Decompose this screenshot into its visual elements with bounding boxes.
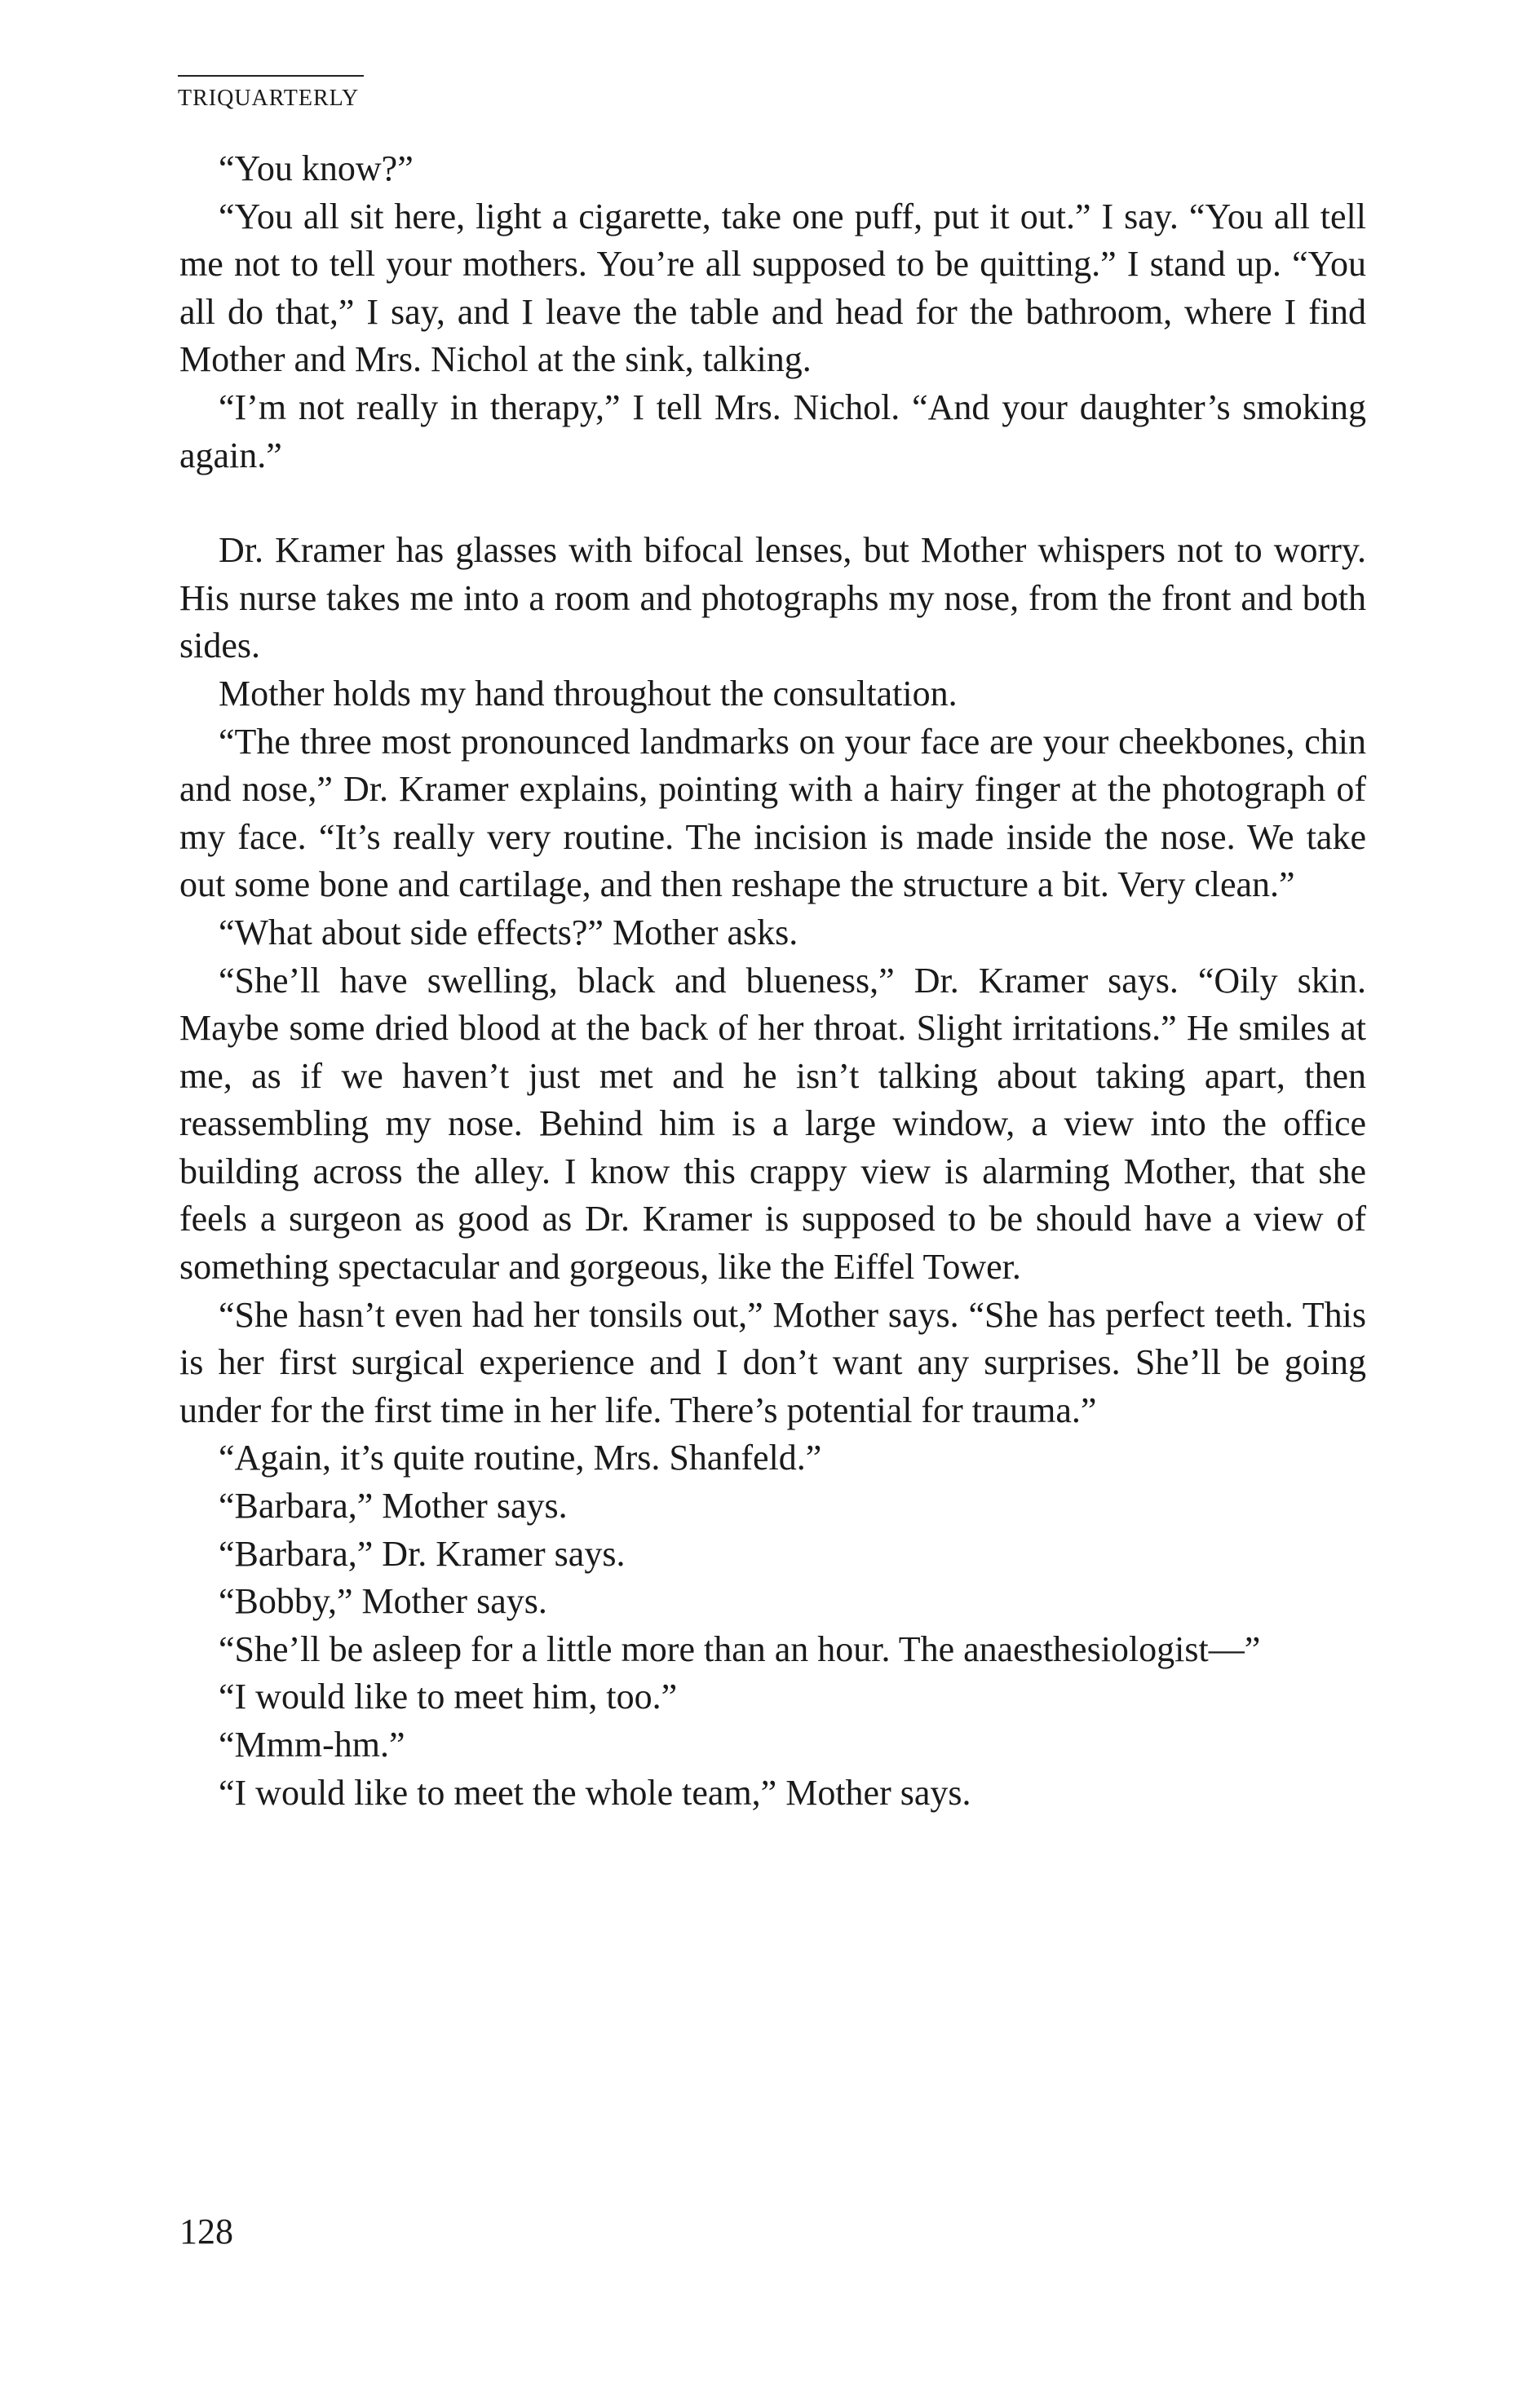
paragraph: “Again, it’s quite routine, Mrs. Shanfeld.” [219,1438,822,1478]
running-head [178,75,365,111]
paragraph: “I’m not really in therapy,” I tell Mrs. Nichol. “And your daughter’s smoking again.” [179,387,1366,475]
paragraph: Mother holds my hand throughout the consultation. [219,673,958,714]
paragraph: “I would like to meet him, too.” [219,1677,678,1717]
paragraph: “You all sit here, light a cigarette, take one puff, put it out.” I say. “You all tell me not to tell your mothers. You’re all supposed to be quitting.” I stand up. “You all do that,” I say, and I leave the table and head for the bathroom, where I find Mother and Mrs. Nichol at the sink, talking. [179,196,1366,380]
paragraph: “You know?” [219,148,414,188]
header-rule [178,75,364,77]
paragraph: “She hasn’t even had her tonsils out,” Mother says. “She has perfect teeth. This is her first surgical experience and I don’t want any surprises. She’ll be going under for the first time in her life. There’s potential for trauma.” [179,1294,1366,1430]
paragraph: “Barbara,” Mother says. [219,1486,568,1527]
paragraph: “She’ll be asleep for a little more than an hour. The anaesthesiologist—” [219,1628,1261,1669]
paragraph-section-start: Dr. Kramer has glasses with bifocal lenses, but Mother whispers not to worry. His nurse takes me into a room and photographs my nose, from the front and both sides. [179,530,1366,666]
paragraph: “I would like to meet the whole team,” Mother says. [219,1772,971,1813]
paragraph: “She’ll have swelling, black and blueness,” Dr. Kramer says. “Oily skin. Maybe some dried blood at the back of her throat. Slight irritations.” He smiles at me, as if we haven’t just met and he isn’t talking about taking apart, then reassembling my nose. Behind him is a large window, a view into the office building across the alley. I know this crappy view is alarming Mother, that she feels a surgeon as good as Dr. Kramer is supposed to be should have a view of something spectacular and gorgeous, like the Eiffel Tower. [179,960,1366,1288]
paragraph: “Barbara,” Dr. Kramer says. [219,1533,626,1574]
paragraph: “What about side effects?” Mother asks. [219,912,798,952]
body-text [179,145,1366,1817]
paragraph: “Mmm-hm.” [219,1725,405,1765]
paragraph: “Bobby,” Mother says. [219,1581,547,1622]
paragraph: “The three most pronounced landmarks on your face are your cheekbones, chin and nose,” Dr. Kramer explains, pointing with a hairy finger at the photograph of my face. “It’s really very routine. The incision is made inside the nose. We take out some bone and cartilage, and then reshape the structure a bit. Very clean.” [179,721,1366,905]
journal-title: TRIQUARTERLY [178,86,360,111]
page-number: 128 [179,2211,233,2251]
